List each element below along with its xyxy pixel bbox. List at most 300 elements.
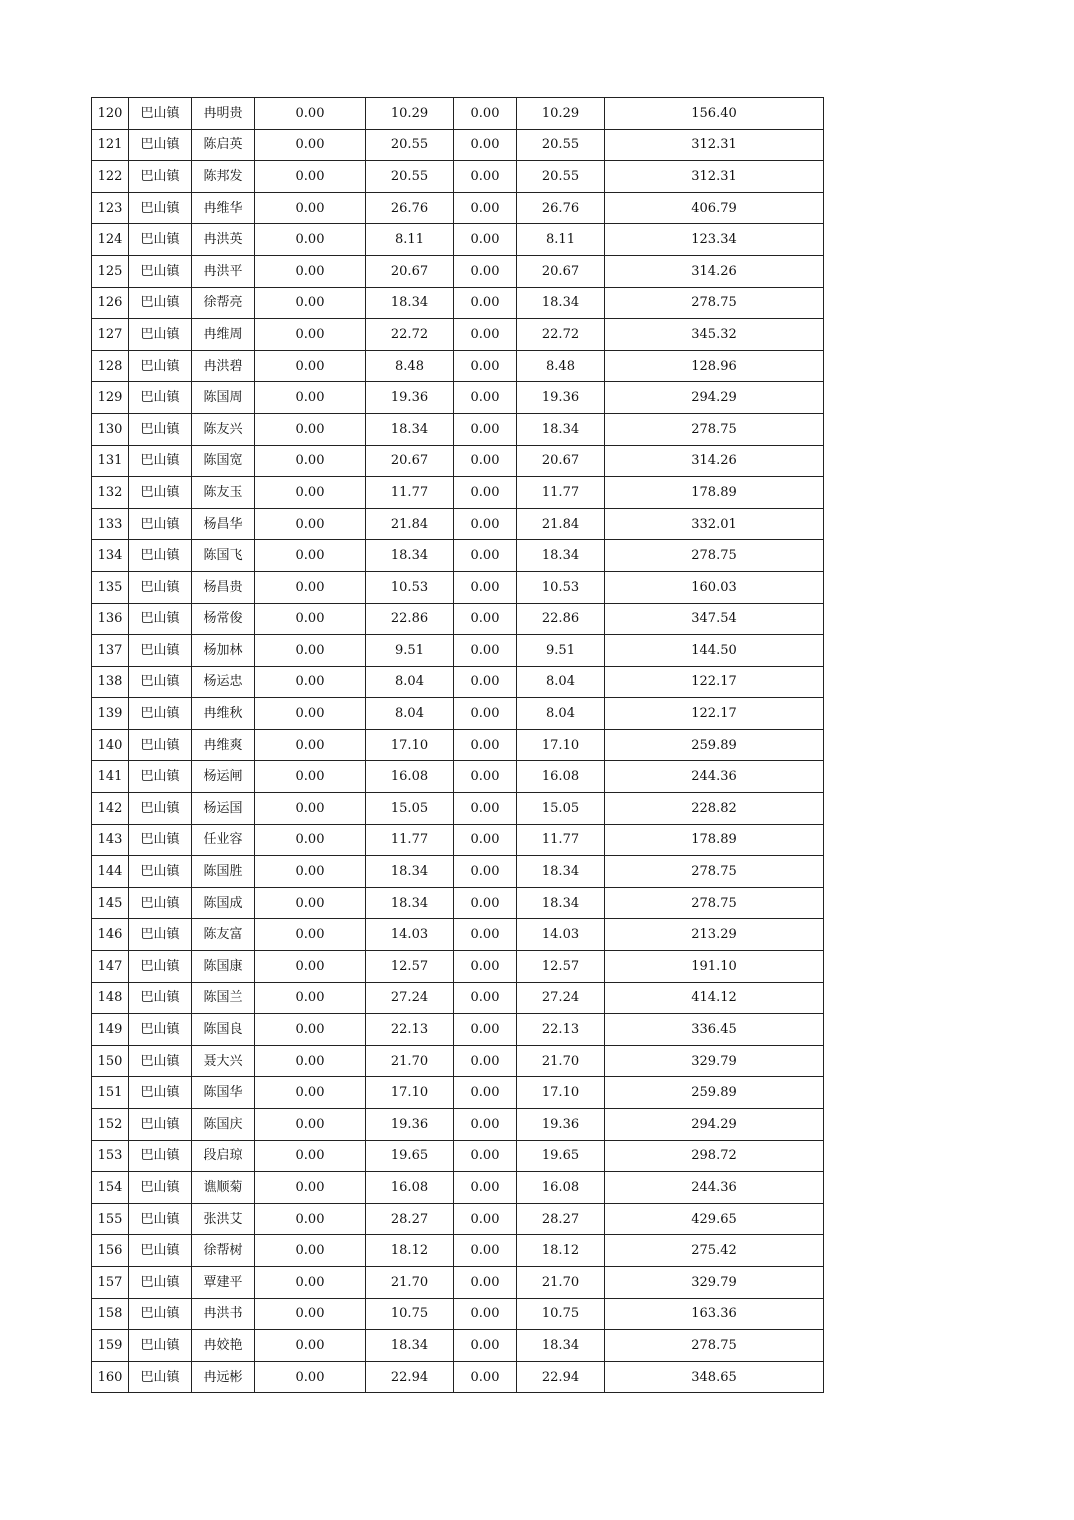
row-number-cell: 128 bbox=[92, 350, 129, 382]
value-b-cell: 8.48 bbox=[366, 350, 454, 382]
value-b-cell: 20.55 bbox=[366, 161, 454, 193]
person-name-cell: 陈国华 bbox=[192, 1077, 255, 1109]
value-b-cell: 18.34 bbox=[366, 1330, 454, 1362]
table-row bbox=[92, 477, 824, 509]
town-cell: 巴山镇 bbox=[129, 350, 192, 382]
value-d-cell: 21.70 bbox=[517, 1045, 605, 1077]
row-number-cell: 151 bbox=[92, 1077, 129, 1109]
person-name-cell: 杨运国 bbox=[192, 793, 255, 825]
value-e-cell: 414.12 bbox=[605, 982, 824, 1014]
row-number-cell: 131 bbox=[92, 445, 129, 477]
table-row bbox=[92, 824, 824, 856]
table-row bbox=[92, 919, 824, 951]
person-name-cell: 杨常俊 bbox=[192, 603, 255, 635]
value-a-cell: 0.00 bbox=[255, 1014, 366, 1046]
table-row bbox=[92, 571, 824, 603]
table-row bbox=[92, 793, 824, 825]
value-d-cell: 18.34 bbox=[517, 887, 605, 919]
person-name-cell: 冉洪书 bbox=[192, 1298, 255, 1330]
person-name-cell: 陈国宽 bbox=[192, 445, 255, 477]
value-a-cell: 0.00 bbox=[255, 919, 366, 951]
value-a-cell: 0.00 bbox=[255, 824, 366, 856]
table-row bbox=[92, 350, 824, 382]
value-d-cell: 22.94 bbox=[517, 1361, 605, 1393]
value-a-cell: 0.00 bbox=[255, 887, 366, 919]
value-b-cell: 21.84 bbox=[366, 508, 454, 540]
table-row bbox=[92, 761, 824, 793]
person-name-cell: 冉远彬 bbox=[192, 1361, 255, 1393]
person-name-cell: 徐帮亮 bbox=[192, 287, 255, 319]
value-c-cell: 0.00 bbox=[454, 824, 517, 856]
town-cell: 巴山镇 bbox=[129, 571, 192, 603]
value-b-cell: 14.03 bbox=[366, 919, 454, 951]
value-b-cell: 22.94 bbox=[366, 1361, 454, 1393]
row-number-cell: 143 bbox=[92, 824, 129, 856]
value-e-cell: 278.75 bbox=[605, 287, 824, 319]
value-d-cell: 18.34 bbox=[517, 856, 605, 888]
value-e-cell: 329.79 bbox=[605, 1266, 824, 1298]
value-b-cell: 11.77 bbox=[366, 824, 454, 856]
value-c-cell: 0.00 bbox=[454, 1140, 517, 1172]
value-d-cell: 18.34 bbox=[517, 540, 605, 572]
value-b-cell: 18.34 bbox=[366, 287, 454, 319]
value-b-cell: 21.70 bbox=[366, 1045, 454, 1077]
value-d-cell: 19.36 bbox=[517, 382, 605, 414]
value-b-cell: 9.51 bbox=[366, 635, 454, 667]
person-name-cell: 杨昌贵 bbox=[192, 571, 255, 603]
value-d-cell: 22.72 bbox=[517, 319, 605, 351]
person-name-cell: 陈启英 bbox=[192, 129, 255, 161]
row-number-cell: 135 bbox=[92, 571, 129, 603]
row-number-cell: 147 bbox=[92, 951, 129, 983]
row-number-cell: 130 bbox=[92, 413, 129, 445]
value-c-cell: 0.00 bbox=[454, 1109, 517, 1141]
row-number-cell: 122 bbox=[92, 161, 129, 193]
value-a-cell: 0.00 bbox=[255, 540, 366, 572]
value-a-cell: 0.00 bbox=[255, 192, 366, 224]
value-a-cell: 0.00 bbox=[255, 982, 366, 1014]
town-cell: 巴山镇 bbox=[129, 761, 192, 793]
value-e-cell: 347.54 bbox=[605, 603, 824, 635]
value-c-cell: 0.00 bbox=[454, 919, 517, 951]
value-b-cell: 16.08 bbox=[366, 1172, 454, 1204]
value-a-cell: 0.00 bbox=[255, 477, 366, 509]
row-number-cell: 126 bbox=[92, 287, 129, 319]
table-row bbox=[92, 856, 824, 888]
value-d-cell: 8.11 bbox=[517, 224, 605, 256]
value-e-cell: 122.17 bbox=[605, 698, 824, 730]
person-name-cell: 杨昌华 bbox=[192, 508, 255, 540]
value-c-cell: 0.00 bbox=[454, 98, 517, 130]
value-e-cell: 294.29 bbox=[605, 382, 824, 414]
value-c-cell: 0.00 bbox=[454, 951, 517, 983]
value-a-cell: 0.00 bbox=[255, 1235, 366, 1267]
value-e-cell: 312.31 bbox=[605, 129, 824, 161]
table-row bbox=[92, 635, 824, 667]
value-a-cell: 0.00 bbox=[255, 319, 366, 351]
value-b-cell: 16.08 bbox=[366, 761, 454, 793]
person-name-cell: 冉洪英 bbox=[192, 224, 255, 256]
value-b-cell: 19.36 bbox=[366, 382, 454, 414]
value-a-cell: 0.00 bbox=[255, 951, 366, 983]
table-row bbox=[92, 729, 824, 761]
value-b-cell: 17.10 bbox=[366, 729, 454, 761]
value-d-cell: 28.27 bbox=[517, 1203, 605, 1235]
table-row bbox=[92, 887, 824, 919]
table-row bbox=[92, 1045, 824, 1077]
row-number-cell: 138 bbox=[92, 666, 129, 698]
value-d-cell: 27.24 bbox=[517, 982, 605, 1014]
value-d-cell: 12.57 bbox=[517, 951, 605, 983]
value-b-cell: 19.36 bbox=[366, 1109, 454, 1141]
row-number-cell: 124 bbox=[92, 224, 129, 256]
town-cell: 巴山镇 bbox=[129, 1109, 192, 1141]
value-e-cell: 278.75 bbox=[605, 1330, 824, 1362]
value-c-cell: 0.00 bbox=[454, 413, 517, 445]
value-c-cell: 0.00 bbox=[454, 161, 517, 193]
town-cell: 巴山镇 bbox=[129, 729, 192, 761]
value-a-cell: 0.00 bbox=[255, 856, 366, 888]
value-d-cell: 22.13 bbox=[517, 1014, 605, 1046]
value-b-cell: 28.27 bbox=[366, 1203, 454, 1235]
value-c-cell: 0.00 bbox=[454, 1014, 517, 1046]
value-d-cell: 10.29 bbox=[517, 98, 605, 130]
value-a-cell: 0.00 bbox=[255, 1077, 366, 1109]
value-a-cell: 0.00 bbox=[255, 666, 366, 698]
table-row bbox=[92, 508, 824, 540]
value-b-cell: 10.75 bbox=[366, 1298, 454, 1330]
person-name-cell: 陈国兰 bbox=[192, 982, 255, 1014]
value-e-cell: 278.75 bbox=[605, 856, 824, 888]
person-name-cell: 聂大兴 bbox=[192, 1045, 255, 1077]
value-b-cell: 8.04 bbox=[366, 698, 454, 730]
table-row bbox=[92, 540, 824, 572]
value-c-cell: 0.00 bbox=[454, 761, 517, 793]
table-row bbox=[92, 1140, 824, 1172]
value-e-cell: 191.10 bbox=[605, 951, 824, 983]
value-c-cell: 0.00 bbox=[454, 603, 517, 635]
value-b-cell: 18.34 bbox=[366, 540, 454, 572]
value-b-cell: 10.29 bbox=[366, 98, 454, 130]
value-d-cell: 8.48 bbox=[517, 350, 605, 382]
value-a-cell: 0.00 bbox=[255, 1172, 366, 1204]
person-name-cell: 冉维周 bbox=[192, 319, 255, 351]
value-c-cell: 0.00 bbox=[454, 856, 517, 888]
table-row bbox=[92, 98, 824, 130]
value-e-cell: 329.79 bbox=[605, 1045, 824, 1077]
person-name-cell: 陈国庆 bbox=[192, 1109, 255, 1141]
value-c-cell: 0.00 bbox=[454, 382, 517, 414]
value-d-cell: 10.53 bbox=[517, 571, 605, 603]
value-d-cell: 20.55 bbox=[517, 129, 605, 161]
person-name-cell: 陈国周 bbox=[192, 382, 255, 414]
value-a-cell: 0.00 bbox=[255, 287, 366, 319]
value-c-cell: 0.00 bbox=[454, 1235, 517, 1267]
town-cell: 巴山镇 bbox=[129, 951, 192, 983]
value-d-cell: 8.04 bbox=[517, 666, 605, 698]
value-c-cell: 0.00 bbox=[454, 508, 517, 540]
value-e-cell: 298.72 bbox=[605, 1140, 824, 1172]
town-cell: 巴山镇 bbox=[129, 698, 192, 730]
person-name-cell: 任业容 bbox=[192, 824, 255, 856]
town-cell: 巴山镇 bbox=[129, 1298, 192, 1330]
town-cell: 巴山镇 bbox=[129, 192, 192, 224]
value-a-cell: 0.00 bbox=[255, 761, 366, 793]
value-b-cell: 27.24 bbox=[366, 982, 454, 1014]
value-d-cell: 18.34 bbox=[517, 287, 605, 319]
row-number-cell: 152 bbox=[92, 1109, 129, 1141]
value-e-cell: 228.82 bbox=[605, 793, 824, 825]
value-e-cell: 345.32 bbox=[605, 319, 824, 351]
person-name-cell: 冉洪平 bbox=[192, 255, 255, 287]
value-d-cell: 20.67 bbox=[517, 445, 605, 477]
value-b-cell: 20.55 bbox=[366, 129, 454, 161]
row-number-cell: 137 bbox=[92, 635, 129, 667]
value-d-cell: 18.12 bbox=[517, 1235, 605, 1267]
value-e-cell: 122.17 bbox=[605, 666, 824, 698]
value-d-cell: 16.08 bbox=[517, 1172, 605, 1204]
value-e-cell: 178.89 bbox=[605, 477, 824, 509]
value-c-cell: 0.00 bbox=[454, 255, 517, 287]
value-b-cell: 20.67 bbox=[366, 255, 454, 287]
value-d-cell: 10.75 bbox=[517, 1298, 605, 1330]
value-a-cell: 0.00 bbox=[255, 635, 366, 667]
table-row bbox=[92, 382, 824, 414]
value-e-cell: 312.31 bbox=[605, 161, 824, 193]
table-row bbox=[92, 982, 824, 1014]
town-cell: 巴山镇 bbox=[129, 1077, 192, 1109]
value-a-cell: 0.00 bbox=[255, 1361, 366, 1393]
value-e-cell: 128.96 bbox=[605, 350, 824, 382]
value-e-cell: 406.79 bbox=[605, 192, 824, 224]
row-number-cell: 139 bbox=[92, 698, 129, 730]
value-a-cell: 0.00 bbox=[255, 255, 366, 287]
value-c-cell: 0.00 bbox=[454, 571, 517, 603]
table-row bbox=[92, 192, 824, 224]
value-e-cell: 294.29 bbox=[605, 1109, 824, 1141]
town-cell: 巴山镇 bbox=[129, 1266, 192, 1298]
person-name-cell: 陈国飞 bbox=[192, 540, 255, 572]
table-row bbox=[92, 413, 824, 445]
town-cell: 巴山镇 bbox=[129, 887, 192, 919]
table-row bbox=[92, 951, 824, 983]
row-number-cell: 158 bbox=[92, 1298, 129, 1330]
value-d-cell: 21.84 bbox=[517, 508, 605, 540]
row-number-cell: 155 bbox=[92, 1203, 129, 1235]
value-c-cell: 0.00 bbox=[454, 698, 517, 730]
value-a-cell: 0.00 bbox=[255, 1140, 366, 1172]
value-a-cell: 0.00 bbox=[255, 445, 366, 477]
value-b-cell: 26.76 bbox=[366, 192, 454, 224]
table-row bbox=[92, 161, 824, 193]
row-number-cell: 145 bbox=[92, 887, 129, 919]
town-cell: 巴山镇 bbox=[129, 1014, 192, 1046]
value-e-cell: 213.29 bbox=[605, 919, 824, 951]
town-cell: 巴山镇 bbox=[129, 1361, 192, 1393]
person-name-cell: 冉明贵 bbox=[192, 98, 255, 130]
table-row bbox=[92, 255, 824, 287]
value-a-cell: 0.00 bbox=[255, 508, 366, 540]
value-e-cell: 278.75 bbox=[605, 540, 824, 572]
value-b-cell: 20.67 bbox=[366, 445, 454, 477]
person-name-cell: 徐帮树 bbox=[192, 1235, 255, 1267]
value-a-cell: 0.00 bbox=[255, 98, 366, 130]
town-cell: 巴山镇 bbox=[129, 98, 192, 130]
person-name-cell: 谯顺菊 bbox=[192, 1172, 255, 1204]
table-row bbox=[92, 1172, 824, 1204]
town-cell: 巴山镇 bbox=[129, 666, 192, 698]
value-c-cell: 0.00 bbox=[454, 729, 517, 761]
value-b-cell: 19.65 bbox=[366, 1140, 454, 1172]
value-e-cell: 156.40 bbox=[605, 98, 824, 130]
town-cell: 巴山镇 bbox=[129, 603, 192, 635]
town-cell: 巴山镇 bbox=[129, 793, 192, 825]
value-d-cell: 11.77 bbox=[517, 477, 605, 509]
table-row bbox=[92, 129, 824, 161]
row-number-cell: 156 bbox=[92, 1235, 129, 1267]
town-cell: 巴山镇 bbox=[129, 540, 192, 572]
table-row bbox=[92, 1266, 824, 1298]
row-number-cell: 141 bbox=[92, 761, 129, 793]
table-row bbox=[92, 319, 824, 351]
value-a-cell: 0.00 bbox=[255, 1045, 366, 1077]
row-number-cell: 157 bbox=[92, 1266, 129, 1298]
town-cell: 巴山镇 bbox=[129, 1172, 192, 1204]
value-c-cell: 0.00 bbox=[454, 445, 517, 477]
value-b-cell: 18.34 bbox=[366, 413, 454, 445]
row-number-cell: 160 bbox=[92, 1361, 129, 1393]
town-cell: 巴山镇 bbox=[129, 287, 192, 319]
value-b-cell: 22.86 bbox=[366, 603, 454, 635]
person-name-cell: 陈邦发 bbox=[192, 161, 255, 193]
row-number-cell: 129 bbox=[92, 382, 129, 414]
value-b-cell: 18.34 bbox=[366, 856, 454, 888]
row-number-cell: 120 bbox=[92, 98, 129, 130]
town-cell: 巴山镇 bbox=[129, 255, 192, 287]
row-number-cell: 140 bbox=[92, 729, 129, 761]
value-e-cell: 144.50 bbox=[605, 635, 824, 667]
table-row bbox=[92, 1361, 824, 1393]
value-c-cell: 0.00 bbox=[454, 129, 517, 161]
value-c-cell: 0.00 bbox=[454, 635, 517, 667]
value-e-cell: 275.42 bbox=[605, 1235, 824, 1267]
value-b-cell: 11.77 bbox=[366, 477, 454, 509]
row-number-cell: 154 bbox=[92, 1172, 129, 1204]
value-a-cell: 0.00 bbox=[255, 571, 366, 603]
value-e-cell: 123.34 bbox=[605, 224, 824, 256]
value-c-cell: 0.00 bbox=[454, 887, 517, 919]
town-cell: 巴山镇 bbox=[129, 445, 192, 477]
table-row bbox=[92, 1109, 824, 1141]
value-b-cell: 10.53 bbox=[366, 571, 454, 603]
person-name-cell: 陈国康 bbox=[192, 951, 255, 983]
row-number-cell: 148 bbox=[92, 982, 129, 1014]
table-row bbox=[92, 1330, 824, 1362]
value-d-cell: 18.34 bbox=[517, 1330, 605, 1362]
value-d-cell: 26.76 bbox=[517, 192, 605, 224]
value-c-cell: 0.00 bbox=[454, 1266, 517, 1298]
row-number-cell: 133 bbox=[92, 508, 129, 540]
town-cell: 巴山镇 bbox=[129, 477, 192, 509]
town-cell: 巴山镇 bbox=[129, 919, 192, 951]
value-a-cell: 0.00 bbox=[255, 1330, 366, 1362]
value-e-cell: 429.65 bbox=[605, 1203, 824, 1235]
value-c-cell: 0.00 bbox=[454, 287, 517, 319]
value-d-cell: 19.65 bbox=[517, 1140, 605, 1172]
table-row bbox=[92, 603, 824, 635]
table-row bbox=[92, 1077, 824, 1109]
town-cell: 巴山镇 bbox=[129, 1045, 192, 1077]
value-d-cell: 8.04 bbox=[517, 698, 605, 730]
value-a-cell: 0.00 bbox=[255, 382, 366, 414]
value-e-cell: 178.89 bbox=[605, 824, 824, 856]
value-a-cell: 0.00 bbox=[255, 1203, 366, 1235]
person-name-cell: 陈友兴 bbox=[192, 413, 255, 445]
value-d-cell: 22.86 bbox=[517, 603, 605, 635]
person-name-cell: 张洪艾 bbox=[192, 1203, 255, 1235]
person-name-cell: 陈国良 bbox=[192, 1014, 255, 1046]
value-a-cell: 0.00 bbox=[255, 1266, 366, 1298]
table-row bbox=[92, 287, 824, 319]
value-b-cell: 18.12 bbox=[366, 1235, 454, 1267]
value-b-cell: 21.70 bbox=[366, 1266, 454, 1298]
value-d-cell: 17.10 bbox=[517, 729, 605, 761]
table-row bbox=[92, 1203, 824, 1235]
row-number-cell: 121 bbox=[92, 129, 129, 161]
person-name-cell: 段启琼 bbox=[192, 1140, 255, 1172]
person-name-cell: 冉维秋 bbox=[192, 698, 255, 730]
value-d-cell: 17.10 bbox=[517, 1077, 605, 1109]
person-name-cell: 杨运闸 bbox=[192, 761, 255, 793]
town-cell: 巴山镇 bbox=[129, 982, 192, 1014]
value-e-cell: 336.45 bbox=[605, 1014, 824, 1046]
value-d-cell: 20.67 bbox=[517, 255, 605, 287]
value-b-cell: 15.05 bbox=[366, 793, 454, 825]
value-d-cell: 20.55 bbox=[517, 161, 605, 193]
value-a-cell: 0.00 bbox=[255, 1298, 366, 1330]
value-c-cell: 0.00 bbox=[454, 1361, 517, 1393]
town-cell: 巴山镇 bbox=[129, 1235, 192, 1267]
person-name-cell: 冉姣艳 bbox=[192, 1330, 255, 1362]
value-e-cell: 259.89 bbox=[605, 1077, 824, 1109]
value-a-cell: 0.00 bbox=[255, 413, 366, 445]
person-name-cell: 冉维爽 bbox=[192, 729, 255, 761]
table-row bbox=[92, 1298, 824, 1330]
value-d-cell: 19.36 bbox=[517, 1109, 605, 1141]
table-row bbox=[92, 1014, 824, 1046]
value-c-cell: 0.00 bbox=[454, 1077, 517, 1109]
value-d-cell: 15.05 bbox=[517, 793, 605, 825]
value-e-cell: 244.36 bbox=[605, 761, 824, 793]
value-c-cell: 0.00 bbox=[454, 319, 517, 351]
town-cell: 巴山镇 bbox=[129, 856, 192, 888]
table-body bbox=[92, 98, 824, 1393]
value-e-cell: 278.75 bbox=[605, 413, 824, 445]
value-a-cell: 0.00 bbox=[255, 698, 366, 730]
town-cell: 巴山镇 bbox=[129, 1140, 192, 1172]
row-number-cell: 159 bbox=[92, 1330, 129, 1362]
value-a-cell: 0.00 bbox=[255, 603, 366, 635]
value-c-cell: 0.00 bbox=[454, 666, 517, 698]
person-name-cell: 杨运忠 bbox=[192, 666, 255, 698]
value-b-cell: 22.72 bbox=[366, 319, 454, 351]
row-number-cell: 150 bbox=[92, 1045, 129, 1077]
table-row bbox=[92, 445, 824, 477]
value-d-cell: 9.51 bbox=[517, 635, 605, 667]
value-e-cell: 278.75 bbox=[605, 887, 824, 919]
value-e-cell: 163.36 bbox=[605, 1298, 824, 1330]
person-name-cell: 陈友富 bbox=[192, 919, 255, 951]
